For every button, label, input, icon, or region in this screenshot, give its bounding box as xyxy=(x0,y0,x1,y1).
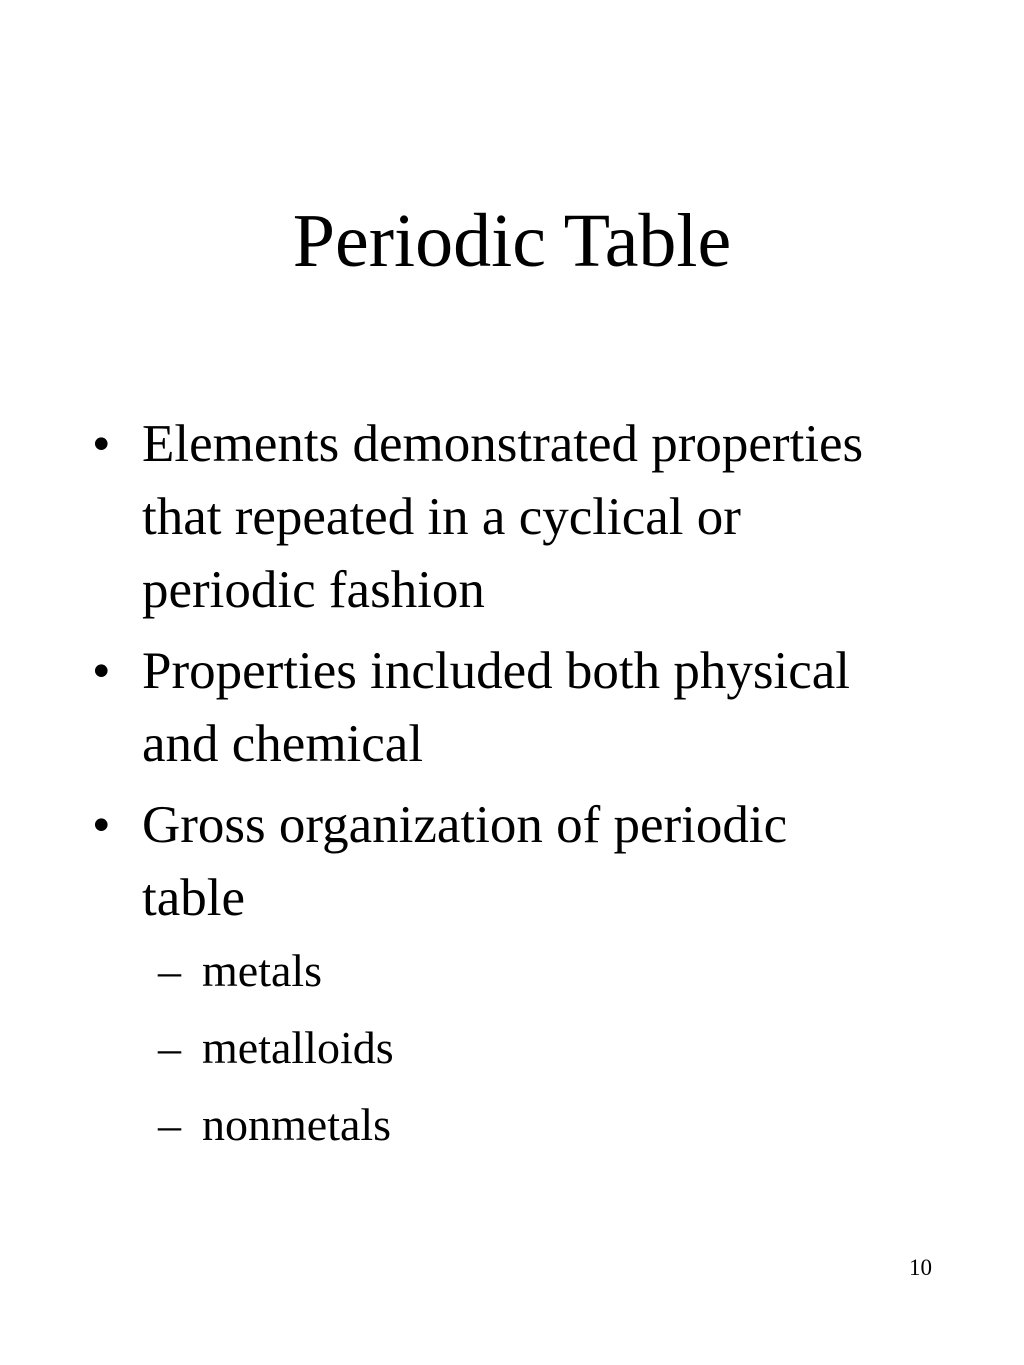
bullet-text: Elements demonstrated properties that repeated in a cyclical or periodic fashion xyxy=(142,415,864,619)
subbullet-marker: – xyxy=(158,1022,181,1073)
bullet-item xyxy=(0,635,902,781)
bullet-marker: • xyxy=(92,642,111,700)
slide-number: 10 xyxy=(909,1255,932,1280)
bullet-marker: • xyxy=(92,796,111,854)
subbullet-item xyxy=(142,943,902,998)
bullet-item xyxy=(0,408,902,627)
subbullet-list xyxy=(142,943,902,1152)
bullet-text: Gross organization of periodic table xyxy=(142,796,788,927)
slide-title: Periodic Table xyxy=(292,199,732,283)
subbullet-marker: – xyxy=(158,1099,181,1150)
subbullet-text: nonmetals xyxy=(202,1099,392,1150)
bullet-text: Properties included both physical and chemical xyxy=(142,642,850,773)
bullet-item xyxy=(0,789,902,1152)
subbullet-text: metalloids xyxy=(202,1022,394,1073)
bullet-marker: • xyxy=(92,415,111,473)
subbullet-text: metals xyxy=(202,945,323,996)
bullet-list xyxy=(0,408,1024,1174)
subbullet-item xyxy=(142,1097,902,1152)
subbullet-item xyxy=(142,1020,902,1075)
subbullet-marker: – xyxy=(158,945,181,996)
